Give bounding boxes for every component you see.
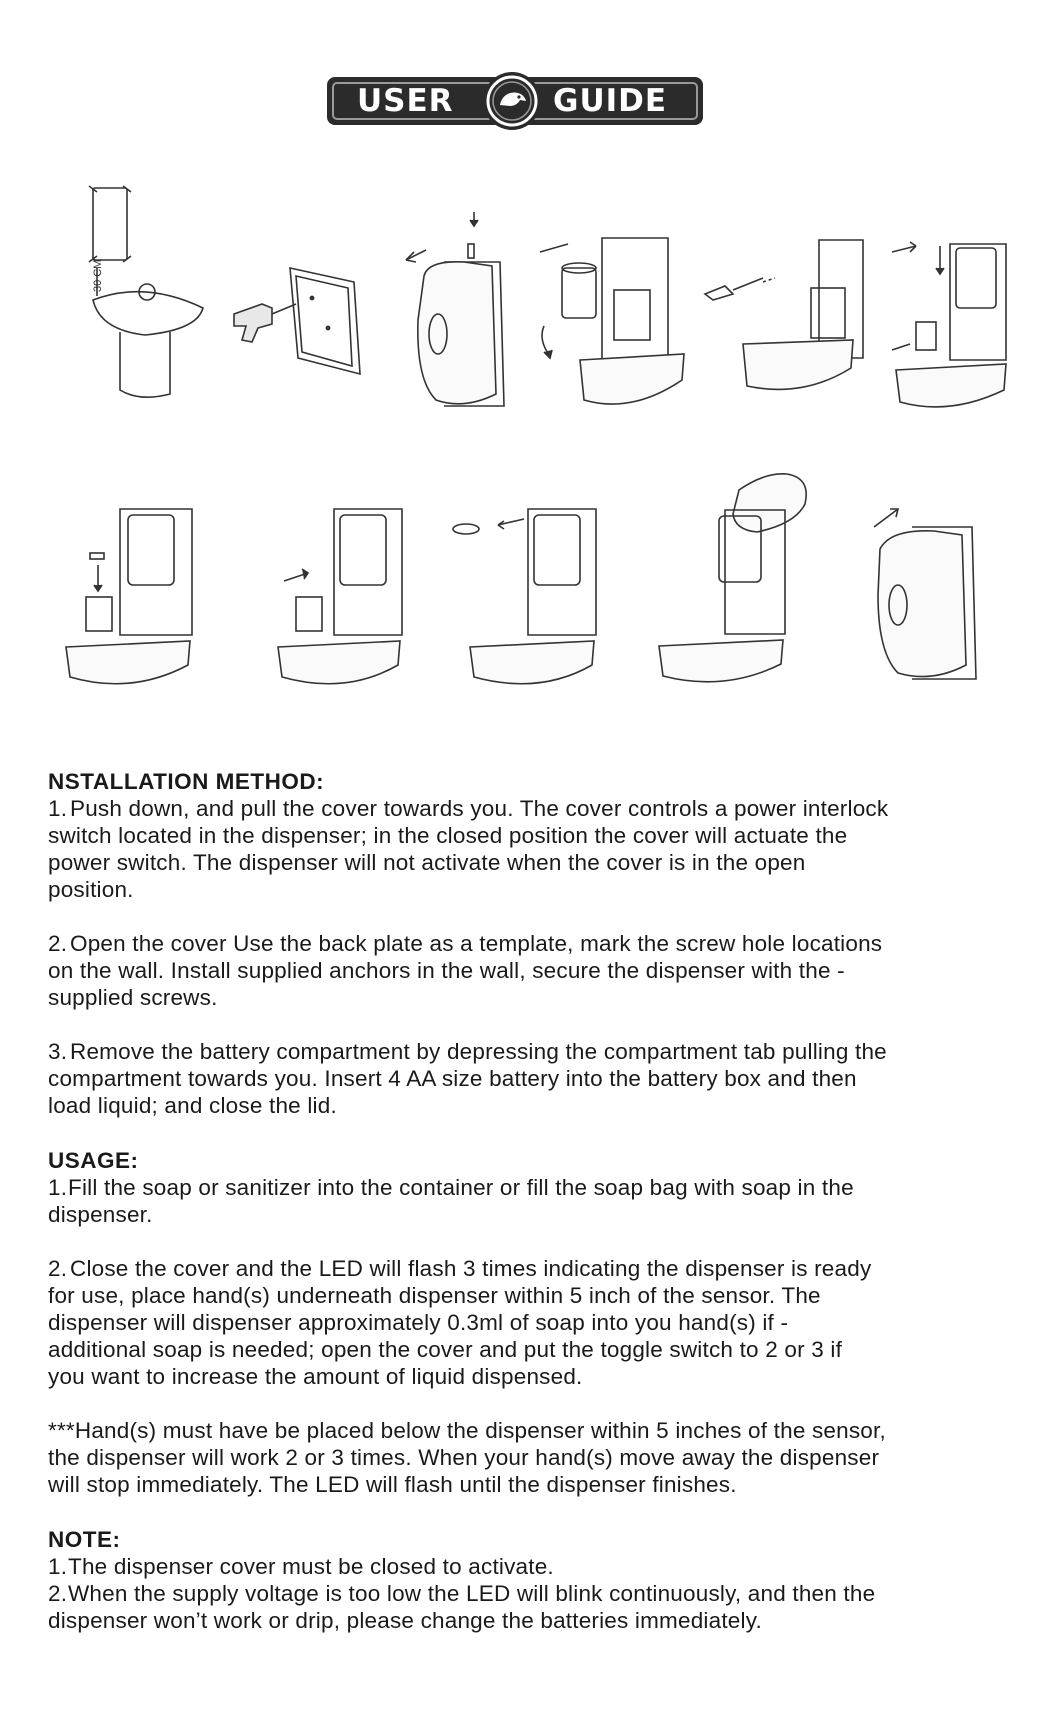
step-number: 1.	[48, 1175, 68, 1200]
step-close-cover-illustration	[872, 505, 982, 690]
step-number: 2.	[48, 1256, 68, 1281]
step-text: Push down, and pull the cover towards you. The cover controls a power interlock switch located in the dispenser; in the closed position the cover will actuate the power switch. The dispenser will not activate when the cover is in the open position.	[48, 796, 889, 902]
step-number: 3.	[48, 1039, 68, 1064]
note-text: When the supply voltage is too low the LED will blink continuously, and then the dispenser won’t work or drip, please change the batteries immediately.	[48, 1581, 876, 1633]
banner-word-user: USER	[357, 83, 454, 119]
usage-heading: USAGE:	[48, 1148, 139, 1173]
installation-step-3	[48, 1038, 1023, 1119]
basin-and-template-drawing	[85, 180, 220, 435]
brand-logo-icon	[482, 71, 542, 131]
installation-method-heading: NSTALLATION METHOD:	[48, 769, 325, 794]
note-item-2	[48, 1580, 1023, 1634]
note-number: 2.	[48, 1581, 68, 1606]
step-number: 1.	[48, 796, 68, 821]
step-text: Fill the soap or sanitizer into the container or fill the soap bag with soap in the dispenser.	[48, 1175, 854, 1227]
wall-height-label: 30 CM	[92, 259, 104, 292]
step-wall-height-illustration	[85, 180, 220, 440]
step-number: 2.	[48, 931, 68, 956]
step-text: Remove the battery compartment by depressing the compartment tab pulling the compartment towards you. Insert 4 AA size battery into the battery box and then load liquid; and close the lid.	[48, 1039, 887, 1118]
note-text: The dispenser cover must be closed to activate.	[68, 1554, 554, 1579]
step-remove-cover-illustration	[404, 210, 512, 415]
installation-step-2	[48, 930, 1023, 1011]
note-number: 1.	[48, 1554, 68, 1579]
installation-step-1	[48, 795, 1023, 903]
user-guide-banner	[327, 73, 703, 129]
step-screw-mount-illustration	[703, 238, 868, 423]
banner-word-guide: GUIDE	[553, 83, 668, 119]
step-remove-cap-illustration	[452, 505, 602, 695]
step-text: Close the cover and the LED will flash 3 times indicating the dispenser is ready for use, place hand(s) underneath dispenser within 5 inch of the sensor. The dispenser will dispenser approximately 0.3ml of soap into you hand(s) if - additional soap is needed; open the cover and put the toggle switch to 2 or 3 if you want to increase the amount of liquid dispensed.	[48, 1256, 872, 1389]
usage-warning	[48, 1417, 1023, 1498]
step-load-battery-illustration	[62, 505, 197, 695]
note-heading: NOTE:	[48, 1527, 121, 1552]
step-insert-battery-box-illustration	[890, 240, 1015, 420]
step-fill-container-illustration	[655, 470, 830, 695]
usage-step-2	[48, 1255, 1023, 1390]
note-item-1	[48, 1553, 1023, 1580]
step-text: Open the cover Use the back plate as a template, mark the screw hole locations on the wall. Install supplied anchors in the wall, secure the dispenser with the - supplied screws.	[48, 931, 883, 1010]
warning-text: ***Hand(s) must have be placed below the dispenser within 5 inches of the sensor, the dispenser will work 2 or 3 times. When your hand(s) move away the dispenser will stop immediately. The LED will flash until the dispenser finishes.	[48, 1418, 886, 1497]
step-push-battery-box-illustration	[276, 505, 411, 695]
step-open-cover-illustration	[532, 230, 690, 420]
usage-step-1	[48, 1174, 1023, 1228]
step-drill-illustration	[232, 262, 367, 397]
